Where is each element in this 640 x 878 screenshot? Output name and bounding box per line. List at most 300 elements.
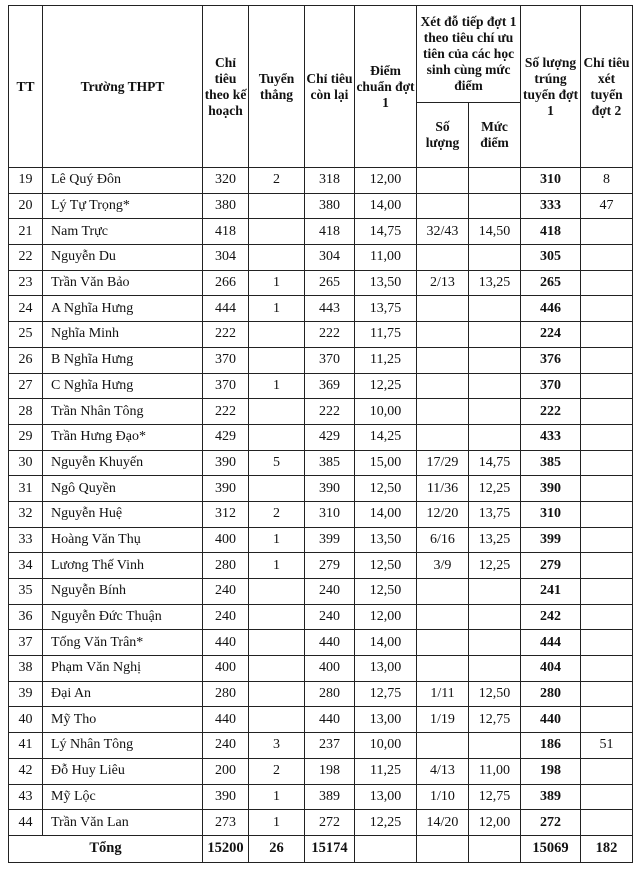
cell-school: Trần Văn Bảo bbox=[43, 270, 203, 296]
cell-cutoff: 12,75 bbox=[355, 681, 417, 707]
cell-school: Mỹ Lộc bbox=[43, 784, 203, 810]
cell-tt: 30 bbox=[9, 450, 43, 476]
cell-planned: 320 bbox=[203, 168, 249, 194]
cell-planned: 370 bbox=[203, 347, 249, 373]
cell-school: Đại An bbox=[43, 681, 203, 707]
cell-extra-qty: 2/13 bbox=[417, 270, 469, 296]
header-extra: Xét đỗ tiếp đợt 1 theo tiêu chí ưu tiên của các học sinh cùng mức điểm bbox=[417, 6, 521, 103]
cell-admitted: 390 bbox=[521, 476, 581, 502]
cell-school: Nguyễn Đức Thuận bbox=[43, 604, 203, 630]
table-row bbox=[9, 270, 633, 296]
cell-round2 bbox=[581, 476, 633, 502]
cell-extra-qty: 1/11 bbox=[417, 681, 469, 707]
cell-round2 bbox=[581, 245, 633, 271]
cell-extra-score: 12,25 bbox=[469, 476, 521, 502]
cell-extra-qty: 14/20 bbox=[417, 810, 469, 836]
cell-direct: 2 bbox=[249, 501, 305, 527]
cell-remaining: 443 bbox=[305, 296, 355, 322]
cell-admitted: 224 bbox=[521, 322, 581, 348]
cell-tt: 28 bbox=[9, 399, 43, 425]
cell-cutoff: 11,75 bbox=[355, 322, 417, 348]
cell-admitted: 444 bbox=[521, 630, 581, 656]
cell-extra-qty bbox=[417, 424, 469, 450]
cell-round2 bbox=[581, 399, 633, 425]
cell-planned: 280 bbox=[203, 681, 249, 707]
cell-extra-qty bbox=[417, 604, 469, 630]
cell-planned: 390 bbox=[203, 476, 249, 502]
cell-remaining: 380 bbox=[305, 193, 355, 219]
cell-planned: 240 bbox=[203, 579, 249, 605]
cell-cutoff: 12,50 bbox=[355, 476, 417, 502]
cell-planned: 390 bbox=[203, 784, 249, 810]
header-cutoff: Điểm chuẩn đợt 1 bbox=[355, 6, 417, 168]
cell-cutoff: 11,00 bbox=[355, 245, 417, 271]
cell-tt: 35 bbox=[9, 579, 43, 605]
table-row bbox=[9, 245, 633, 271]
cell-cutoff: 15,00 bbox=[355, 450, 417, 476]
cell-remaining: 310 bbox=[305, 501, 355, 527]
cell-extra-score: 14,75 bbox=[469, 450, 521, 476]
cell-admitted: 446 bbox=[521, 296, 581, 322]
cell-cutoff: 13,75 bbox=[355, 296, 417, 322]
header-extra-qty: Số lượng bbox=[417, 103, 469, 168]
cell-planned: 444 bbox=[203, 296, 249, 322]
cell-extra-score bbox=[469, 347, 521, 373]
cell-planned: 380 bbox=[203, 193, 249, 219]
cell-direct bbox=[249, 347, 305, 373]
cell-remaining: 318 bbox=[305, 168, 355, 194]
cell-direct: 1 bbox=[249, 296, 305, 322]
cell-planned: 400 bbox=[203, 656, 249, 682]
cell-direct: 1 bbox=[249, 553, 305, 579]
cell-extra-score: 12,25 bbox=[469, 553, 521, 579]
cell-extra-qty bbox=[417, 296, 469, 322]
cell-round2 bbox=[581, 579, 633, 605]
totals-admitted: 15069 bbox=[521, 835, 581, 862]
table-row bbox=[9, 604, 633, 630]
cell-cutoff: 12,50 bbox=[355, 553, 417, 579]
cell-tt: 33 bbox=[9, 527, 43, 553]
cell-round2: 8 bbox=[581, 168, 633, 194]
table-row bbox=[9, 707, 633, 733]
totals-planned: 15200 bbox=[203, 835, 249, 862]
cell-planned: 440 bbox=[203, 707, 249, 733]
header-round2: Chỉ tiêu xét tuyển đợt 2 bbox=[581, 6, 633, 168]
cell-extra-qty: 11/36 bbox=[417, 476, 469, 502]
cell-remaining: 418 bbox=[305, 219, 355, 245]
cell-admitted: 440 bbox=[521, 707, 581, 733]
cell-planned: 200 bbox=[203, 758, 249, 784]
cell-school: A Nghĩa Hưng bbox=[43, 296, 203, 322]
cell-tt: 44 bbox=[9, 810, 43, 836]
cell-admitted: 241 bbox=[521, 579, 581, 605]
cell-admitted: 265 bbox=[521, 270, 581, 296]
cell-direct bbox=[249, 579, 305, 605]
cell-school: Tống Văn Trân* bbox=[43, 630, 203, 656]
cell-tt: 42 bbox=[9, 758, 43, 784]
cell-admitted: 399 bbox=[521, 527, 581, 553]
cell-remaining: 272 bbox=[305, 810, 355, 836]
cell-planned: 240 bbox=[203, 604, 249, 630]
cell-round2 bbox=[581, 450, 633, 476]
header-school: Trường THPT bbox=[43, 6, 203, 168]
cell-planned: 222 bbox=[203, 322, 249, 348]
cell-tt: 43 bbox=[9, 784, 43, 810]
cell-planned: 440 bbox=[203, 630, 249, 656]
cell-extra-score bbox=[469, 604, 521, 630]
cell-round2 bbox=[581, 424, 633, 450]
cell-extra-qty bbox=[417, 579, 469, 605]
cell-tt: 19 bbox=[9, 168, 43, 194]
cell-tt: 37 bbox=[9, 630, 43, 656]
cell-tt: 29 bbox=[9, 424, 43, 450]
cell-extra-qty bbox=[417, 399, 469, 425]
table-row bbox=[9, 553, 633, 579]
cell-tt: 38 bbox=[9, 656, 43, 682]
cell-round2 bbox=[581, 527, 633, 553]
table-row bbox=[9, 527, 633, 553]
cell-cutoff: 12,25 bbox=[355, 810, 417, 836]
cell-remaining: 400 bbox=[305, 656, 355, 682]
cell-cutoff: 14,00 bbox=[355, 501, 417, 527]
cell-extra-qty bbox=[417, 347, 469, 373]
cell-planned: 400 bbox=[203, 527, 249, 553]
cell-cutoff: 13,00 bbox=[355, 656, 417, 682]
cell-direct: 1 bbox=[249, 527, 305, 553]
cell-admitted: 279 bbox=[521, 553, 581, 579]
totals-cutoff bbox=[355, 835, 417, 862]
cell-direct bbox=[249, 604, 305, 630]
cell-extra-score: 12,00 bbox=[469, 810, 521, 836]
cell-extra-qty bbox=[417, 733, 469, 759]
cell-cutoff: 11,25 bbox=[355, 347, 417, 373]
cell-school: Trần Hưng Đạo* bbox=[43, 424, 203, 450]
cell-school: Lương Thế Vinh bbox=[43, 553, 203, 579]
cell-cutoff: 14,00 bbox=[355, 193, 417, 219]
cell-cutoff: 14,00 bbox=[355, 630, 417, 656]
cell-remaining: 389 bbox=[305, 784, 355, 810]
cell-direct bbox=[249, 399, 305, 425]
cell-tt: 23 bbox=[9, 270, 43, 296]
cell-extra-score bbox=[469, 168, 521, 194]
cell-round2: 51 bbox=[581, 733, 633, 759]
table-row bbox=[9, 681, 633, 707]
cell-school: Lê Quý Đôn bbox=[43, 168, 203, 194]
cell-admitted: 404 bbox=[521, 656, 581, 682]
table-row bbox=[9, 424, 633, 450]
cell-planned: 280 bbox=[203, 553, 249, 579]
cell-round2 bbox=[581, 758, 633, 784]
cell-extra-score bbox=[469, 733, 521, 759]
cell-school: C Nghĩa Hưng bbox=[43, 373, 203, 399]
cell-extra-qty: 17/29 bbox=[417, 450, 469, 476]
cell-cutoff: 10,00 bbox=[355, 733, 417, 759]
cell-tt: 36 bbox=[9, 604, 43, 630]
totals-extra-qty bbox=[417, 835, 469, 862]
cell-direct bbox=[249, 193, 305, 219]
cell-direct bbox=[249, 476, 305, 502]
table-row bbox=[9, 322, 633, 348]
cell-tt: 34 bbox=[9, 553, 43, 579]
cell-admitted: 242 bbox=[521, 604, 581, 630]
cell-remaining: 369 bbox=[305, 373, 355, 399]
cell-extra-score bbox=[469, 656, 521, 682]
cell-cutoff: 13,00 bbox=[355, 784, 417, 810]
cell-planned: 312 bbox=[203, 501, 249, 527]
cell-planned: 390 bbox=[203, 450, 249, 476]
cell-extra-score bbox=[469, 579, 521, 605]
cell-remaining: 279 bbox=[305, 553, 355, 579]
cell-extra-qty: 3/9 bbox=[417, 553, 469, 579]
cell-school: Ngô Quyền bbox=[43, 476, 203, 502]
admissions-table bbox=[8, 5, 633, 863]
table-row bbox=[9, 501, 633, 527]
cell-direct: 1 bbox=[249, 784, 305, 810]
cell-school: Đỗ Huy Liêu bbox=[43, 758, 203, 784]
cell-remaining: 399 bbox=[305, 527, 355, 553]
cell-remaining: 429 bbox=[305, 424, 355, 450]
cell-cutoff: 13,50 bbox=[355, 527, 417, 553]
cell-remaining: 265 bbox=[305, 270, 355, 296]
cell-extra-score: 13,25 bbox=[469, 270, 521, 296]
cell-remaining: 440 bbox=[305, 630, 355, 656]
cell-extra-score bbox=[469, 630, 521, 656]
cell-direct bbox=[249, 630, 305, 656]
cell-school: Nam Trực bbox=[43, 219, 203, 245]
cell-extra-score bbox=[469, 245, 521, 271]
cell-round2 bbox=[581, 784, 633, 810]
cell-tt: 22 bbox=[9, 245, 43, 271]
cell-school: Nghĩa Minh bbox=[43, 322, 203, 348]
table-row bbox=[9, 476, 633, 502]
cell-admitted: 310 bbox=[521, 168, 581, 194]
header-admitted: Số lượng trúng tuyển đợt 1 bbox=[521, 6, 581, 168]
cell-extra-score bbox=[469, 193, 521, 219]
cell-planned: 266 bbox=[203, 270, 249, 296]
cell-direct: 1 bbox=[249, 270, 305, 296]
cell-extra-qty: 12/20 bbox=[417, 501, 469, 527]
cell-admitted: 370 bbox=[521, 373, 581, 399]
table-row bbox=[9, 168, 633, 194]
cell-tt: 21 bbox=[9, 219, 43, 245]
cell-school: B Nghĩa Hưng bbox=[43, 347, 203, 373]
cell-direct bbox=[249, 219, 305, 245]
admissions-table-container bbox=[8, 5, 632, 863]
cell-school: Trần Văn Lan bbox=[43, 810, 203, 836]
cell-cutoff: 12,25 bbox=[355, 373, 417, 399]
cell-tt: 40 bbox=[9, 707, 43, 733]
cell-round2 bbox=[581, 219, 633, 245]
cell-extra-qty: 6/16 bbox=[417, 527, 469, 553]
cell-cutoff: 13,50 bbox=[355, 270, 417, 296]
cell-school: Nguyễn Khuyến bbox=[43, 450, 203, 476]
table-row bbox=[9, 296, 633, 322]
cell-school: Nguyễn Bính bbox=[43, 579, 203, 605]
cell-extra-score: 13,25 bbox=[469, 527, 521, 553]
cell-round2 bbox=[581, 681, 633, 707]
cell-school: Phạm Văn Nghị bbox=[43, 656, 203, 682]
cell-tt: 32 bbox=[9, 501, 43, 527]
cell-round2 bbox=[581, 270, 633, 296]
cell-school: Lý Nhân Tông bbox=[43, 733, 203, 759]
cell-remaining: 240 bbox=[305, 604, 355, 630]
cell-direct bbox=[249, 322, 305, 348]
cell-planned: 240 bbox=[203, 733, 249, 759]
cell-remaining: 385 bbox=[305, 450, 355, 476]
table-row bbox=[9, 347, 633, 373]
cell-cutoff: 11,25 bbox=[355, 758, 417, 784]
cell-remaining: 240 bbox=[305, 579, 355, 605]
cell-admitted: 418 bbox=[521, 219, 581, 245]
cell-extra-qty: 32/43 bbox=[417, 219, 469, 245]
table-row bbox=[9, 373, 633, 399]
cell-extra-score: 12,75 bbox=[469, 707, 521, 733]
table-row bbox=[9, 193, 633, 219]
table-row bbox=[9, 656, 633, 682]
cell-remaining: 390 bbox=[305, 476, 355, 502]
cell-direct: 2 bbox=[249, 168, 305, 194]
cell-extra-qty bbox=[417, 322, 469, 348]
cell-extra-score: 11,00 bbox=[469, 758, 521, 784]
cell-tt: 41 bbox=[9, 733, 43, 759]
cell-remaining: 237 bbox=[305, 733, 355, 759]
cell-school: Trần Nhân Tông bbox=[43, 399, 203, 425]
cell-extra-qty: 4/13 bbox=[417, 758, 469, 784]
cell-direct bbox=[249, 245, 305, 271]
cell-admitted: 272 bbox=[521, 810, 581, 836]
totals-label: Tổng bbox=[9, 835, 203, 862]
cell-extra-score bbox=[469, 373, 521, 399]
cell-direct bbox=[249, 424, 305, 450]
table-row bbox=[9, 758, 633, 784]
table-body bbox=[9, 168, 633, 836]
cell-remaining: 222 bbox=[305, 322, 355, 348]
cell-extra-score: 12,50 bbox=[469, 681, 521, 707]
cell-cutoff: 12,50 bbox=[355, 579, 417, 605]
cell-planned: 429 bbox=[203, 424, 249, 450]
cell-admitted: 433 bbox=[521, 424, 581, 450]
cell-admitted: 385 bbox=[521, 450, 581, 476]
cell-remaining: 198 bbox=[305, 758, 355, 784]
header-tt: TT bbox=[9, 6, 43, 168]
table-row bbox=[9, 579, 633, 605]
cell-extra-qty bbox=[417, 245, 469, 271]
cell-round2 bbox=[581, 630, 633, 656]
cell-round2: 47 bbox=[581, 193, 633, 219]
cell-tt: 25 bbox=[9, 322, 43, 348]
cell-extra-qty bbox=[417, 656, 469, 682]
cell-direct: 3 bbox=[249, 733, 305, 759]
cell-planned: 273 bbox=[203, 810, 249, 836]
cell-school: Mỹ Tho bbox=[43, 707, 203, 733]
cell-extra-score: 14,50 bbox=[469, 219, 521, 245]
cell-admitted: 376 bbox=[521, 347, 581, 373]
cell-planned: 222 bbox=[203, 399, 249, 425]
cell-admitted: 389 bbox=[521, 784, 581, 810]
cell-tt: 39 bbox=[9, 681, 43, 707]
cell-remaining: 304 bbox=[305, 245, 355, 271]
cell-cutoff: 12,00 bbox=[355, 168, 417, 194]
cell-extra-score: 13,75 bbox=[469, 501, 521, 527]
cell-extra-qty bbox=[417, 168, 469, 194]
cell-round2 bbox=[581, 656, 633, 682]
cell-round2 bbox=[581, 553, 633, 579]
totals-round2: 182 bbox=[581, 835, 633, 862]
totals-direct: 26 bbox=[249, 835, 305, 862]
totals-row bbox=[9, 835, 633, 862]
table-row bbox=[9, 810, 633, 836]
cell-extra-qty: 1/19 bbox=[417, 707, 469, 733]
totals-extra-score bbox=[469, 835, 521, 862]
cell-cutoff: 14,25 bbox=[355, 424, 417, 450]
cell-tt: 20 bbox=[9, 193, 43, 219]
table-row bbox=[9, 630, 633, 656]
cell-round2 bbox=[581, 322, 633, 348]
table-row bbox=[9, 733, 633, 759]
cell-extra-score: 12,75 bbox=[469, 784, 521, 810]
cell-direct: 1 bbox=[249, 373, 305, 399]
cell-direct bbox=[249, 681, 305, 707]
cell-admitted: 305 bbox=[521, 245, 581, 271]
cell-round2 bbox=[581, 347, 633, 373]
cell-planned: 370 bbox=[203, 373, 249, 399]
cell-remaining: 222 bbox=[305, 399, 355, 425]
table-row bbox=[9, 784, 633, 810]
cell-remaining: 370 bbox=[305, 347, 355, 373]
cell-direct: 1 bbox=[249, 810, 305, 836]
cell-extra-qty bbox=[417, 373, 469, 399]
header-extra-score: Mức điểm bbox=[469, 103, 521, 168]
totals-remaining: 15174 bbox=[305, 835, 355, 862]
cell-round2 bbox=[581, 604, 633, 630]
cell-extra-qty: 1/10 bbox=[417, 784, 469, 810]
cell-tt: 31 bbox=[9, 476, 43, 502]
cell-extra-qty bbox=[417, 193, 469, 219]
table-row bbox=[9, 399, 633, 425]
cell-cutoff: 10,00 bbox=[355, 399, 417, 425]
cell-extra-score bbox=[469, 424, 521, 450]
table-row bbox=[9, 450, 633, 476]
cell-admitted: 310 bbox=[521, 501, 581, 527]
cell-tt: 26 bbox=[9, 347, 43, 373]
table-row bbox=[9, 219, 633, 245]
cell-direct bbox=[249, 656, 305, 682]
cell-direct bbox=[249, 707, 305, 733]
cell-admitted: 280 bbox=[521, 681, 581, 707]
cell-round2 bbox=[581, 373, 633, 399]
cell-cutoff: 12,00 bbox=[355, 604, 417, 630]
cell-round2 bbox=[581, 501, 633, 527]
cell-extra-score bbox=[469, 322, 521, 348]
cell-extra-score bbox=[469, 296, 521, 322]
header-remaining: Chỉ tiêu còn lại bbox=[305, 6, 355, 168]
cell-cutoff: 13,00 bbox=[355, 707, 417, 733]
header-direct: Tuyển thẳng bbox=[249, 6, 305, 168]
cell-direct: 2 bbox=[249, 758, 305, 784]
cell-direct: 5 bbox=[249, 450, 305, 476]
cell-remaining: 280 bbox=[305, 681, 355, 707]
cell-tt: 24 bbox=[9, 296, 43, 322]
cell-extra-score bbox=[469, 399, 521, 425]
cell-school: Lý Tự Trọng* bbox=[43, 193, 203, 219]
cell-planned: 418 bbox=[203, 219, 249, 245]
cell-round2 bbox=[581, 296, 633, 322]
cell-tt: 27 bbox=[9, 373, 43, 399]
header-planned: Chỉ tiêu theo kế hoạch bbox=[203, 6, 249, 168]
cell-school: Nguyễn Huệ bbox=[43, 501, 203, 527]
cell-round2 bbox=[581, 707, 633, 733]
cell-admitted: 222 bbox=[521, 399, 581, 425]
